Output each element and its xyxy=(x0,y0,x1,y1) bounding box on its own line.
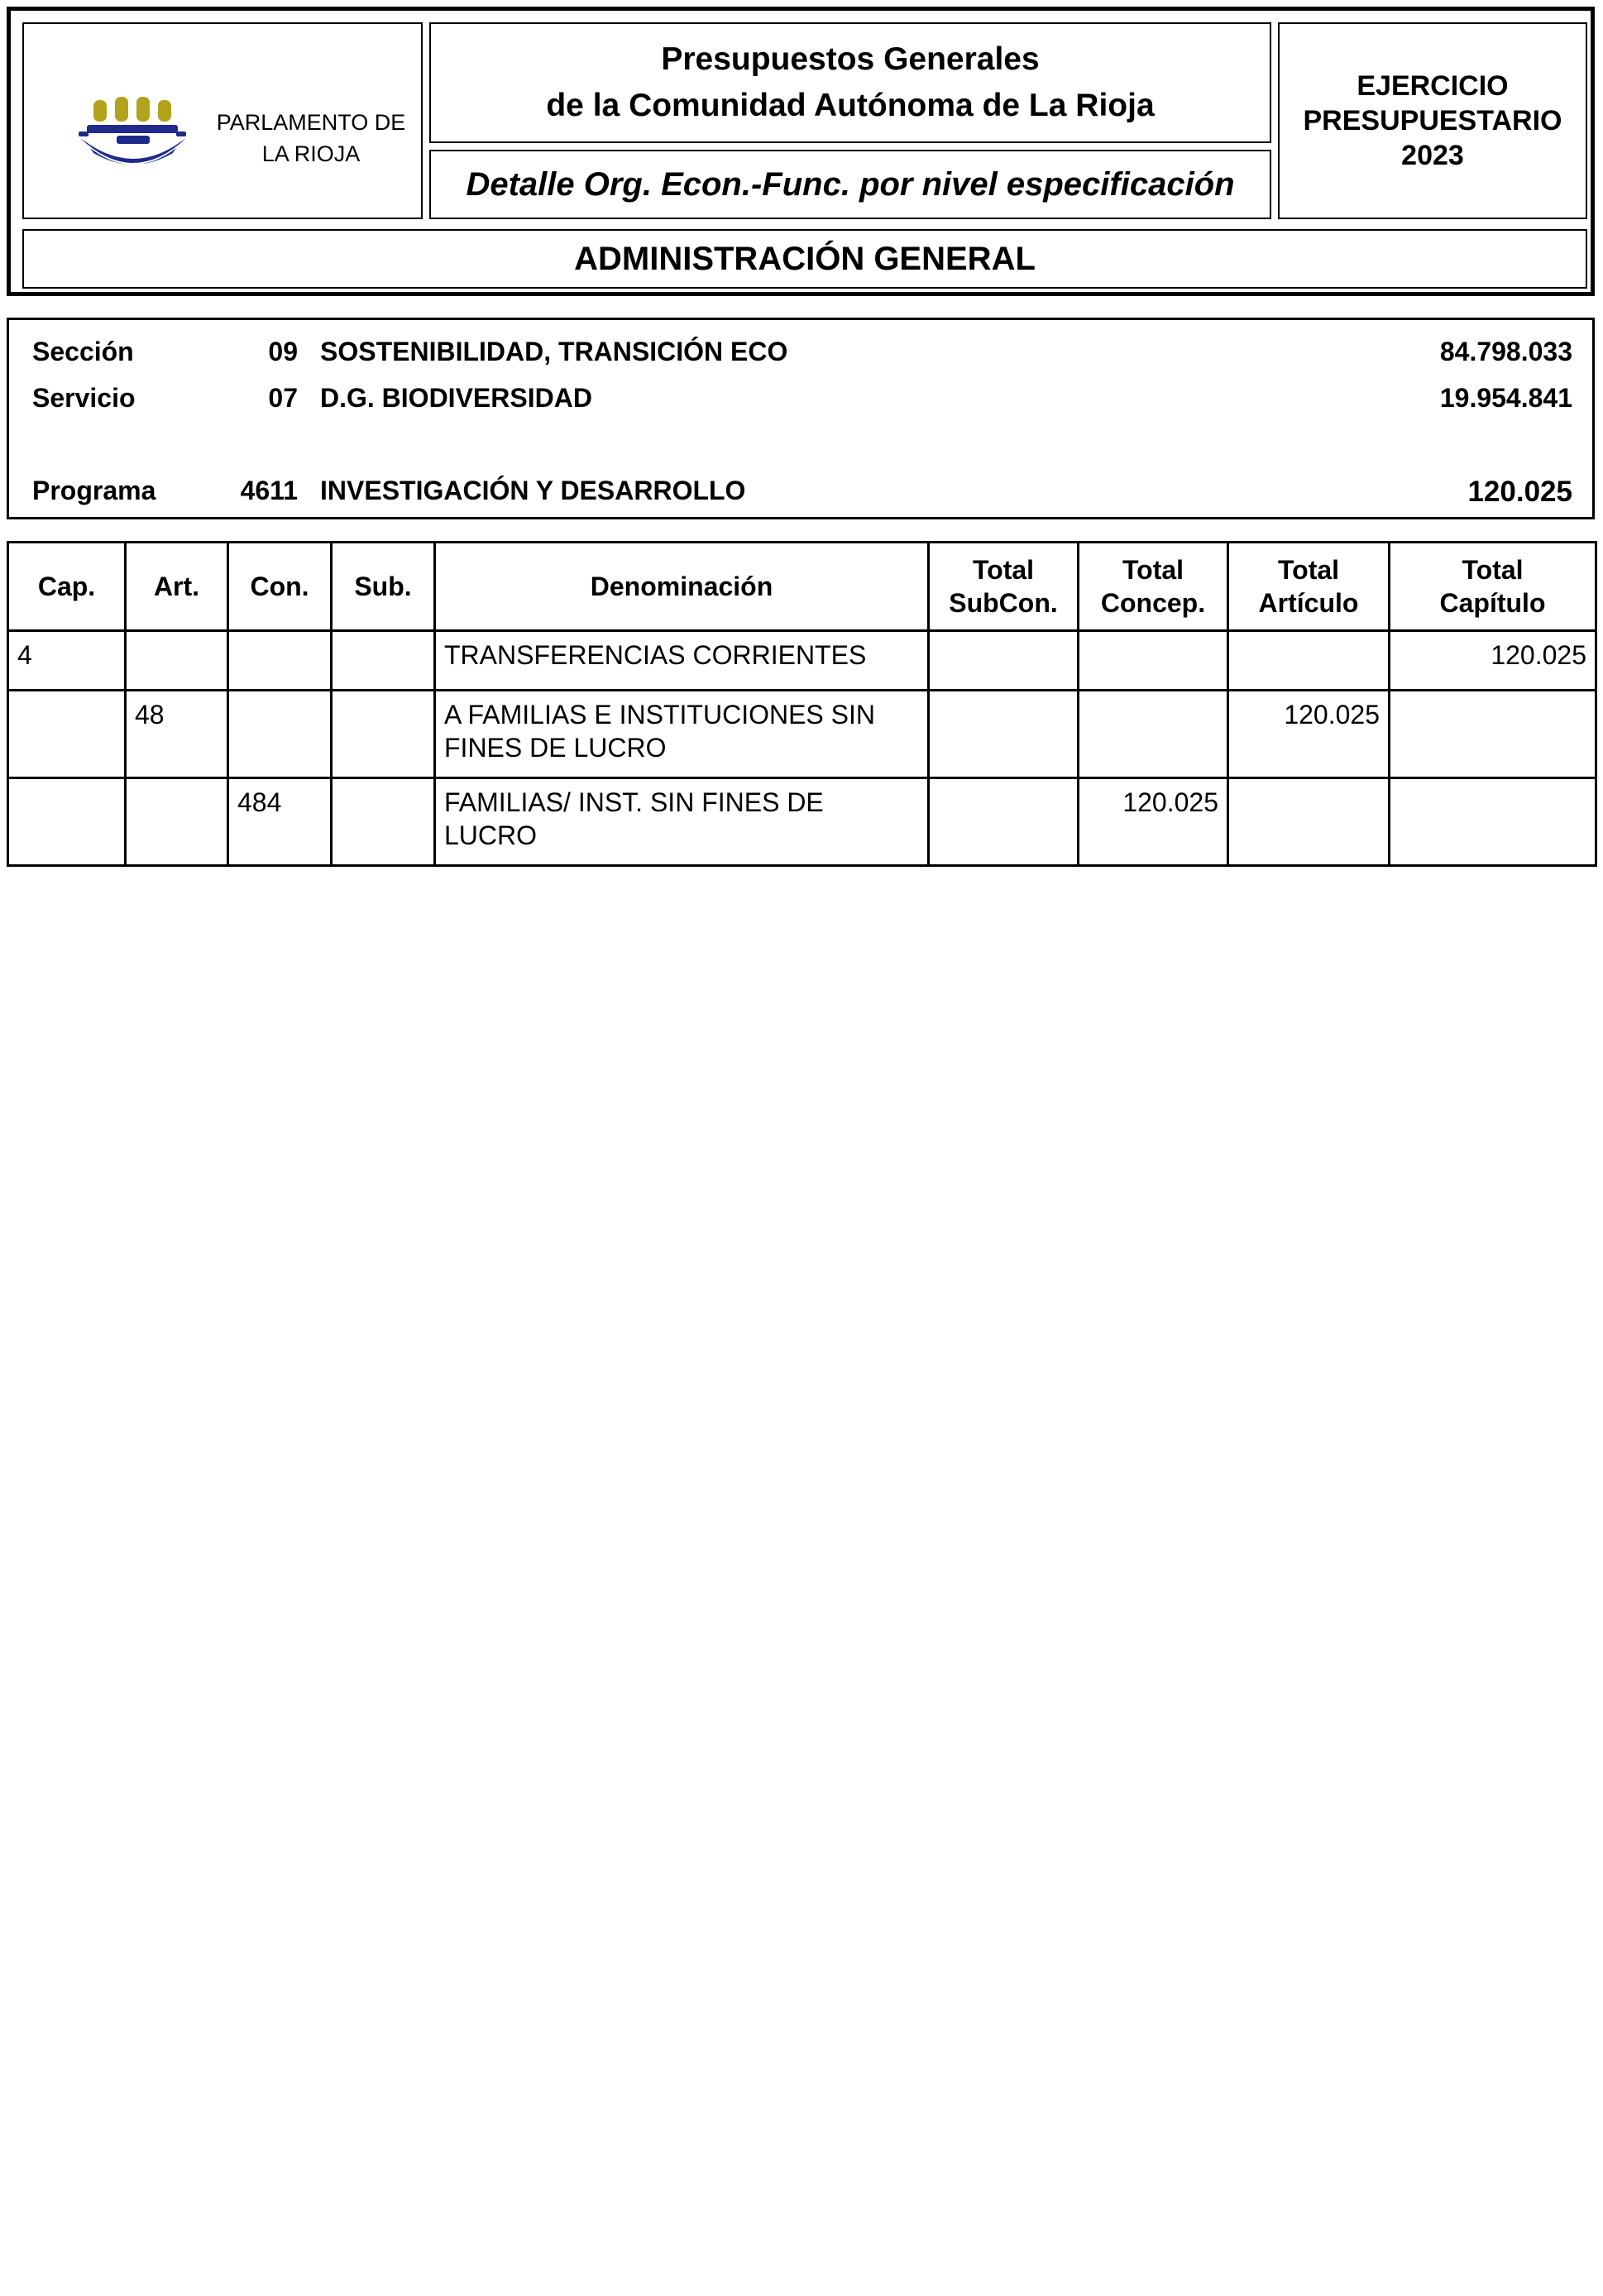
header-total-subcon-line1: Total xyxy=(972,555,1035,585)
header-total-articulo xyxy=(1228,543,1390,631)
title-line2: de la Comunidad Autónoma de La Rioja xyxy=(546,88,1155,123)
header-total-capitulo-line2: Capítulo xyxy=(1439,588,1546,618)
table-header-row xyxy=(8,543,1596,631)
document-subtitle: Detalle Org. Econ.-Func. por nivel especificación xyxy=(429,150,1271,219)
cell-denominacion: FAMILIAS/ INST. SIN FINES DE LUCRO xyxy=(435,778,929,866)
cell-total-articulo xyxy=(1228,778,1390,866)
seccion-label: Sección xyxy=(32,337,134,366)
servicio-name: D.G. BIODIVERSIDAD xyxy=(320,383,592,413)
seccion-amount: 84.798.033 xyxy=(1439,337,1572,366)
header-total-capitulo-line1: Total xyxy=(1462,555,1524,585)
cell-denominacion: TRANSFERENCIAS CORRIENTES xyxy=(435,631,929,691)
cell-cap xyxy=(8,778,126,866)
cell-total-capitulo xyxy=(1390,691,1596,778)
header-denominacion: Denominación xyxy=(435,543,929,631)
servicio-amount: 19.954.841 xyxy=(1439,383,1572,413)
cell-total-concep: 120.025 xyxy=(1079,778,1228,866)
programa-row xyxy=(9,476,1592,512)
cell-total-subcon xyxy=(929,631,1079,691)
cell-total-capitulo: 120.025 xyxy=(1390,631,1596,691)
parlamento-emblem-icon xyxy=(75,90,199,181)
logo-panel xyxy=(22,22,423,219)
presupuestario-label: PRESUPUESTARIO xyxy=(1303,105,1562,136)
cell-total-subcon xyxy=(929,778,1079,866)
header-total-articulo-line1: Total xyxy=(1277,555,1340,585)
programa-name: INVESTIGACIÓN Y DESARROLLO xyxy=(320,476,746,505)
title-line1: Presupuestos Generales xyxy=(661,41,1040,77)
header-cap: Cap. xyxy=(8,543,126,631)
table-row xyxy=(8,778,1596,866)
cell-sub xyxy=(332,691,435,778)
cell-con xyxy=(228,631,332,691)
cell-total-concep xyxy=(1079,631,1228,691)
report-header xyxy=(7,7,1595,296)
cell-total-articulo xyxy=(1228,631,1390,691)
ejercicio-label: EJERCICIO xyxy=(1357,70,1509,102)
cell-sub xyxy=(332,778,435,866)
header-total-concep-line2: Concep. xyxy=(1100,588,1206,618)
administration-title: ADMINISTRACIÓN GENERAL xyxy=(22,229,1587,289)
cell-cap xyxy=(8,691,126,778)
table-row xyxy=(8,631,1596,691)
header-sub: Sub. xyxy=(332,543,435,631)
header-total-articulo-line2: Artículo xyxy=(1258,588,1359,618)
header-art: Art. xyxy=(126,543,228,631)
cell-total-articulo: 120.025 xyxy=(1228,691,1390,778)
header-con: Con. xyxy=(228,543,332,631)
programa-label: Programa xyxy=(32,476,156,505)
cell-con: 484 xyxy=(228,778,332,866)
seccion-row xyxy=(9,337,1592,373)
section-summary xyxy=(7,318,1595,519)
servicio-code: 07 xyxy=(268,383,298,413)
cell-total-subcon xyxy=(929,691,1079,778)
header-total-concep-line1: Total xyxy=(1122,555,1184,585)
header-total-capitulo xyxy=(1390,543,1596,631)
seccion-name: SOSTENIBILIDAD, TRANSICIÓN ECO xyxy=(320,337,788,366)
programa-code: 4611 xyxy=(240,476,298,505)
fiscal-year-panel xyxy=(1278,22,1587,219)
budget-detail-table xyxy=(7,541,1597,867)
header-total-subcon xyxy=(929,543,1079,631)
logo-text-line2: LA RIOJA xyxy=(261,141,361,166)
servicio-row xyxy=(9,383,1592,419)
cell-cap: 4 xyxy=(8,631,126,691)
cell-total-concep xyxy=(1079,691,1228,778)
document-title xyxy=(429,22,1271,143)
cell-total-capitulo xyxy=(1390,778,1596,866)
cell-sub xyxy=(332,631,435,691)
fiscal-year: 2023 xyxy=(1401,140,1464,171)
programa-amount: 120.025 xyxy=(1467,476,1572,508)
cell-denominacion: A FAMILIAS E INSTITUCIONES SIN FINES DE LUCRO xyxy=(435,691,929,778)
cell-art xyxy=(126,631,228,691)
logo-text-line1: PARLAMENTO DE xyxy=(216,110,406,135)
seccion-code: 09 xyxy=(268,337,298,366)
cell-art: 48 xyxy=(126,691,228,778)
servicio-label: Servicio xyxy=(32,383,136,413)
table-row xyxy=(8,691,1596,778)
cell-art xyxy=(126,778,228,866)
logo-text xyxy=(199,107,423,170)
cell-con xyxy=(228,691,332,778)
header-total-concep xyxy=(1079,543,1228,631)
header-total-subcon-line2: SubCon. xyxy=(949,588,1058,618)
